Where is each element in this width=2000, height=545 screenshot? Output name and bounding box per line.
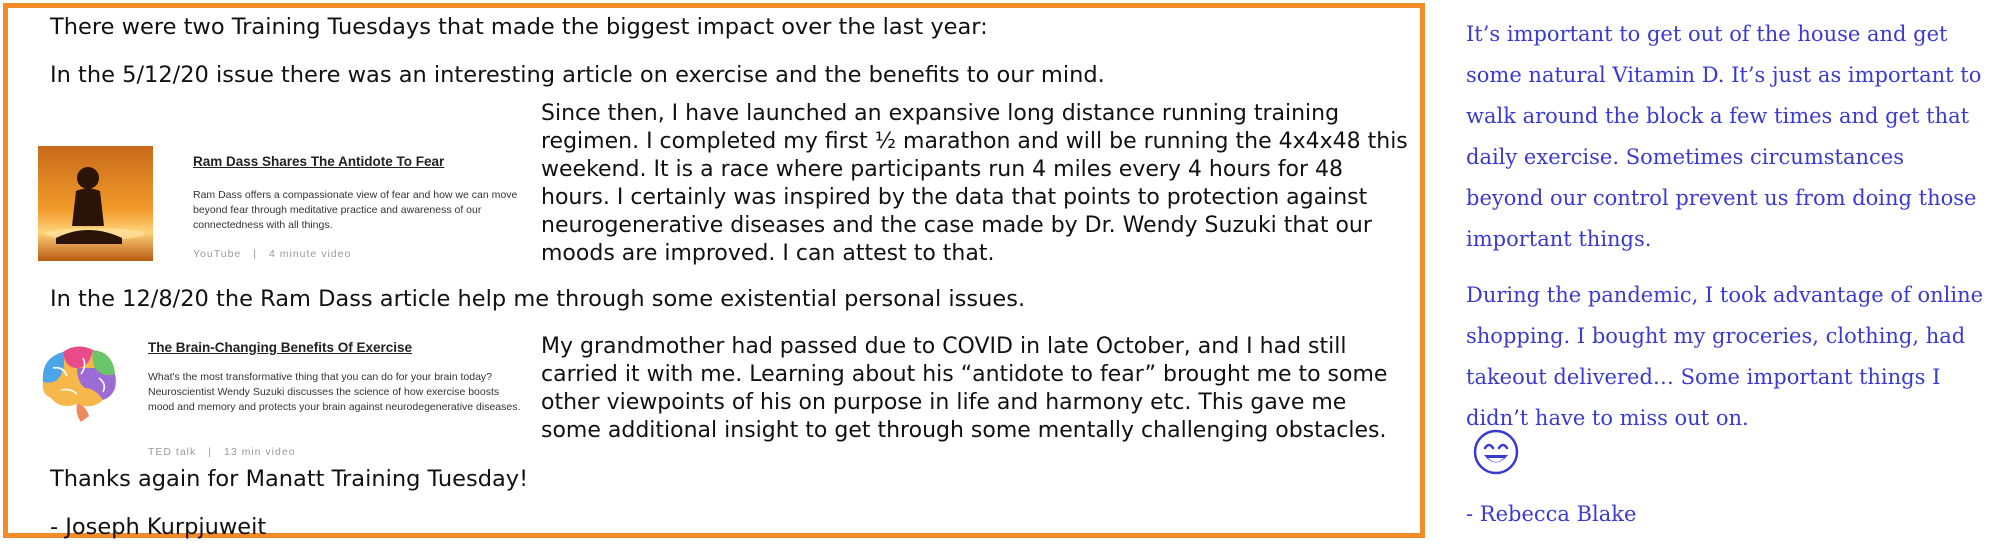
brain-thumbnail <box>33 338 121 426</box>
smiley-icon <box>1472 428 1520 476</box>
running-paragraph: Since then, I have launched an expansive long distance running training regimen. I completed my first ½ marathon and will be running the 4x4x48 this weekend. It is a race where participants run 4 miles every 4 hours for 48 hours. I certainly was inspired by the data that points to protection against neurogenerative diseases and the case made by Dr. Wendy Suzuki that our moods are improved. I can attest to that. <box>541 101 1408 266</box>
thanks-line: Thanks again for Manatt Training Tuesday! <box>50 466 529 492</box>
card2-source: TED talk <box>148 446 197 458</box>
issue2-heading: In the 12/8/20 the Ram Dass article help me through some existential personal issues. <box>50 286 1026 312</box>
card2-duration: 13 min video <box>224 446 296 458</box>
meditation-thumbnail <box>38 146 153 261</box>
grandmother-paragraph: My grandmother had passed due to COVID in late October, and I had still carried it with me. Learning about his “antidote to fear” brought me to some other viewpoints of his on purpose in life and harmony etc. This gave me some additional insight to get through some mentally challenging obstacles. <box>541 334 1388 443</box>
pandemic-paragraph: During the pandemic, I took advantage of online shopping. I bought my groceries, clothing, had takeout delivered… Some important things I didn’t have to miss out on. <box>1466 283 1984 430</box>
card1-title-link[interactable]: Ram Dass Shares The Antidote To Fear <box>193 154 445 169</box>
rebecca-testimonial-panel <box>1466 14 1986 534</box>
vitamin-d-paragraph: It’s important to get out of the house and get some natural Vitamin D. It’s just as important to walk around the block a few times and get that daily exercise. Sometimes circumstances beyond our control prevent us from doing those important things. <box>1466 22 1982 251</box>
card1-meta: YouTube | 4 minute video <box>193 248 352 260</box>
card1-duration: 4 minute video <box>269 248 352 260</box>
joseph-testimonial-panel <box>3 3 1425 538</box>
card2-title-link[interactable]: The Brain-Changing Benefits Of Exercise <box>148 340 413 355</box>
card2-description: What's the most transformative thing that you can do for your brain today? Neuroscientist Wendy Suzuki discusses the science of how exercise boosts mood and memory and protects your brain against neurodegenerative diseases. <box>148 371 521 413</box>
article-card-ram-dass[interactable] <box>38 138 538 268</box>
issue1-heading: In the 5/12/20 issue there was an interesting article on exercise and the benefits to our mind. <box>50 62 1105 88</box>
signature-rebecca: - Rebecca Blake <box>1466 502 1637 526</box>
card2-meta: TED talk | 13 min video <box>148 446 296 458</box>
intro-heading: There were two Training Tuesdays that made the biggest impact over the last year: <box>50 14 988 40</box>
signature-joseph: - Joseph Kurpjuweit <box>50 514 267 540</box>
card1-source: YouTube <box>193 248 242 260</box>
article-card-brain[interactable] <box>33 328 533 463</box>
card1-description: Ram Dass offers a compassionate view of fear and how we can move beyond fear through meditative practice and awareness of our connectedness with all things. <box>193 189 518 231</box>
